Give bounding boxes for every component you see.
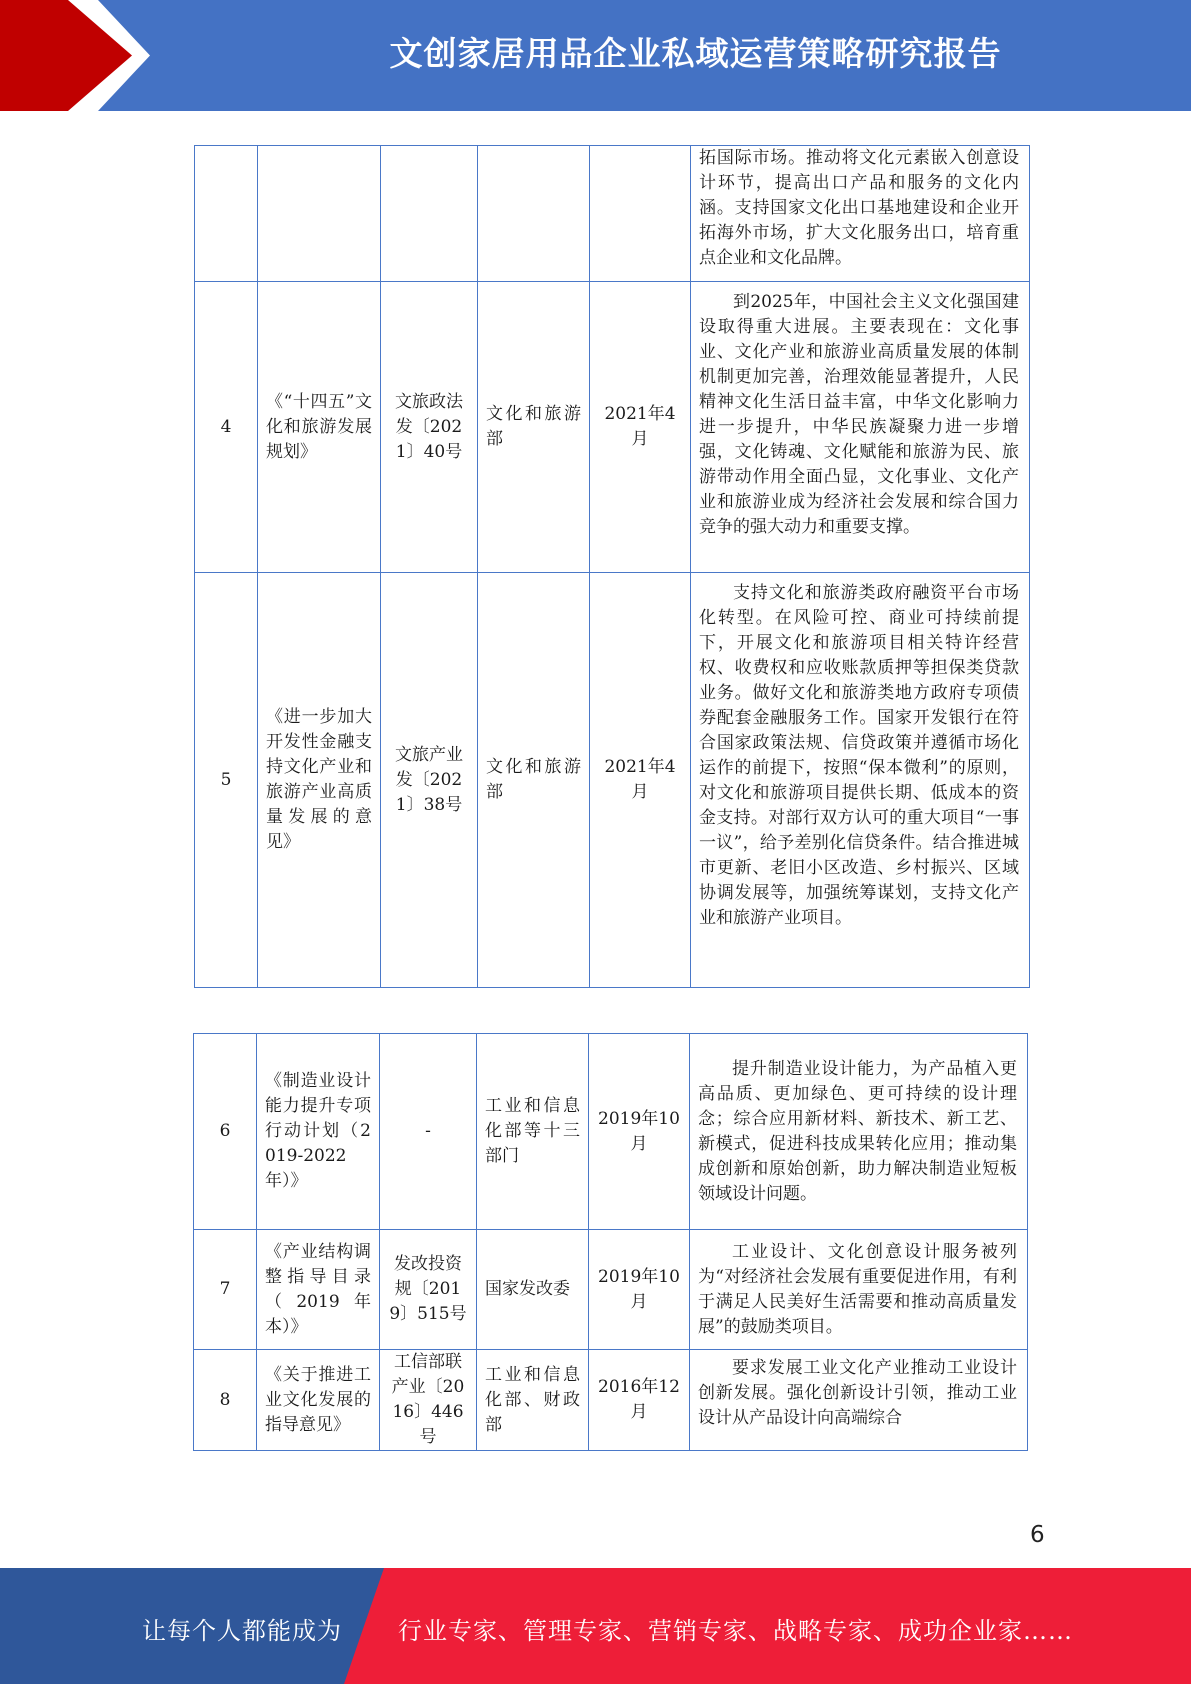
document-number: - bbox=[380, 1034, 477, 1230]
footer-band bbox=[0, 1568, 1191, 1684]
issue-date: 2019年10月 bbox=[589, 1230, 690, 1350]
policy-name: 《关于推进工业文化发展的指导意见》 bbox=[257, 1350, 380, 1451]
header-arrow-decoration bbox=[0, 0, 160, 111]
policy-name: 《制造业设计能力提升专项行动计划（2019-2022年）》 bbox=[257, 1034, 380, 1230]
row-number: 5 bbox=[195, 573, 258, 988]
document-number: 发改投资规〔2019〕515号 bbox=[380, 1230, 477, 1350]
row-number: 6 bbox=[194, 1034, 257, 1230]
table-row bbox=[194, 1230, 1028, 1350]
table-row bbox=[195, 282, 1030, 573]
table-row bbox=[194, 1034, 1028, 1230]
footer-slogan-right: 行业专家、管理专家、营销专家、战略专家、成功企业家…… bbox=[398, 1617, 1073, 1645]
table-row bbox=[195, 573, 1030, 988]
table-row bbox=[194, 1350, 1028, 1451]
issuing-department: 工业和信息化部等十三部门 bbox=[477, 1034, 589, 1230]
issuing-department: 国家发改委 bbox=[477, 1230, 589, 1350]
issue-date: 2021年4月 bbox=[590, 282, 691, 573]
policy-table-bottom bbox=[193, 1033, 1028, 1451]
policy-name: 《产业结构调整指导目录（2019年本）》 bbox=[257, 1230, 380, 1350]
issue-date: 2021年4月 bbox=[590, 573, 691, 988]
row-number: 4 bbox=[195, 282, 258, 573]
policy-content: 要求发展工业文化产业推动工业设计创新发展。强化创新设计引领，推动工业设计从产品设计向高端综合 bbox=[690, 1350, 1028, 1451]
policy-name: 《进一步加大开发性金融支持文化产业和旅游产业高质量发展的意见》 bbox=[258, 573, 381, 988]
issuing-department: 文化和旅游部 bbox=[478, 282, 590, 573]
row-number bbox=[195, 146, 258, 282]
table-row bbox=[195, 146, 1030, 282]
issue-date: 2019年10月 bbox=[589, 1034, 690, 1230]
issuing-department: 文化和旅游部 bbox=[478, 573, 590, 988]
policy-content: 拓国际市场。推动将文化元素嵌入创意设计环节，提高出口产品和服务的文化内涵。支持国家文化出口基地建设和企业开拓海外市场，扩大文化服务出口，培育重点企业和文化品牌。 bbox=[691, 146, 1030, 282]
footer-slogan-left: 让每个人都能成为 bbox=[142, 1617, 342, 1645]
policy-content: 工业设计、文化创意设计服务被列为“对经济社会发展有重要促进作用，有利于满足人民美好生活需要和推动高质量发展”的鼓励类项目。 bbox=[690, 1230, 1028, 1350]
header-band bbox=[0, 0, 1191, 111]
policy-name: 《“十四五”文化和旅游发展规划》 bbox=[258, 282, 381, 573]
issue-date bbox=[590, 146, 691, 282]
row-number: 8 bbox=[194, 1350, 257, 1451]
policy-content: 支持文化和旅游类政府融资平台市场化转型。在风险可控、商业可持续前提下，开展文化和旅游项目相关特许经营权、收费权和应收账款质押等担保类贷款业务。做好文化和旅游类地方政府专项债券配套金融服务工作。国家开发银行在符合国家政策法规、信贷政策并遵循市场化运作的前提下，按照“保本微利”的原则，对文化和旅游项目提供长期、低成本的资金支持。对部行双方认可的重大项目“一事一议”，给予差别化信贷条件。结合推进城市更新、老旧小区改造、乡村振兴、区域协调发展等，加强统筹谋划，支持文化产业和旅游产业项目。 bbox=[691, 573, 1030, 988]
document-number: 文旅政法发〔2021〕40号 bbox=[381, 282, 478, 573]
policy-table-top bbox=[194, 145, 1030, 988]
policy-content: 到2025年，中国社会主义文化强国建设取得重大进展。主要表现在：文化事业、文化产业和旅游业高质量发展的体制机制更加完善，治理效能显著提升，人民精神文化生活日益丰富，中华文化影响力进一步提升，中华民族凝聚力进一步增强，文化铸魂、文化赋能和旅游为民、旅游带动作用全面凸显，文化事业、文化产业和旅游业成为经济社会发展和综合国力竞争的强大动力和重要支撑。 bbox=[691, 282, 1030, 573]
document-title: 文创家居用品企业私域运营策略研究报告 bbox=[389, 34, 1002, 73]
document-number: 工信部联产业〔2016〕446号 bbox=[380, 1350, 477, 1451]
document-number bbox=[381, 146, 478, 282]
page-number: 6 bbox=[1030, 1522, 1045, 1548]
document-number: 文旅产业发〔2021〕38号 bbox=[381, 573, 478, 988]
issuing-department: 工业和信息化部、财政部 bbox=[477, 1350, 589, 1451]
issuing-department bbox=[478, 146, 590, 282]
issue-date: 2016年12月 bbox=[589, 1350, 690, 1451]
row-number: 7 bbox=[194, 1230, 257, 1350]
policy-name bbox=[258, 146, 381, 282]
policy-content: 提升制造业设计能力，为产品植入更高品质、更加绿色、更可持续的设计理念；综合应用新材料、新技术、新工艺、新模式，促进科技成果转化应用；推动集成创新和原始创新，助力解决制造业短板领域设计问题。 bbox=[690, 1034, 1028, 1230]
